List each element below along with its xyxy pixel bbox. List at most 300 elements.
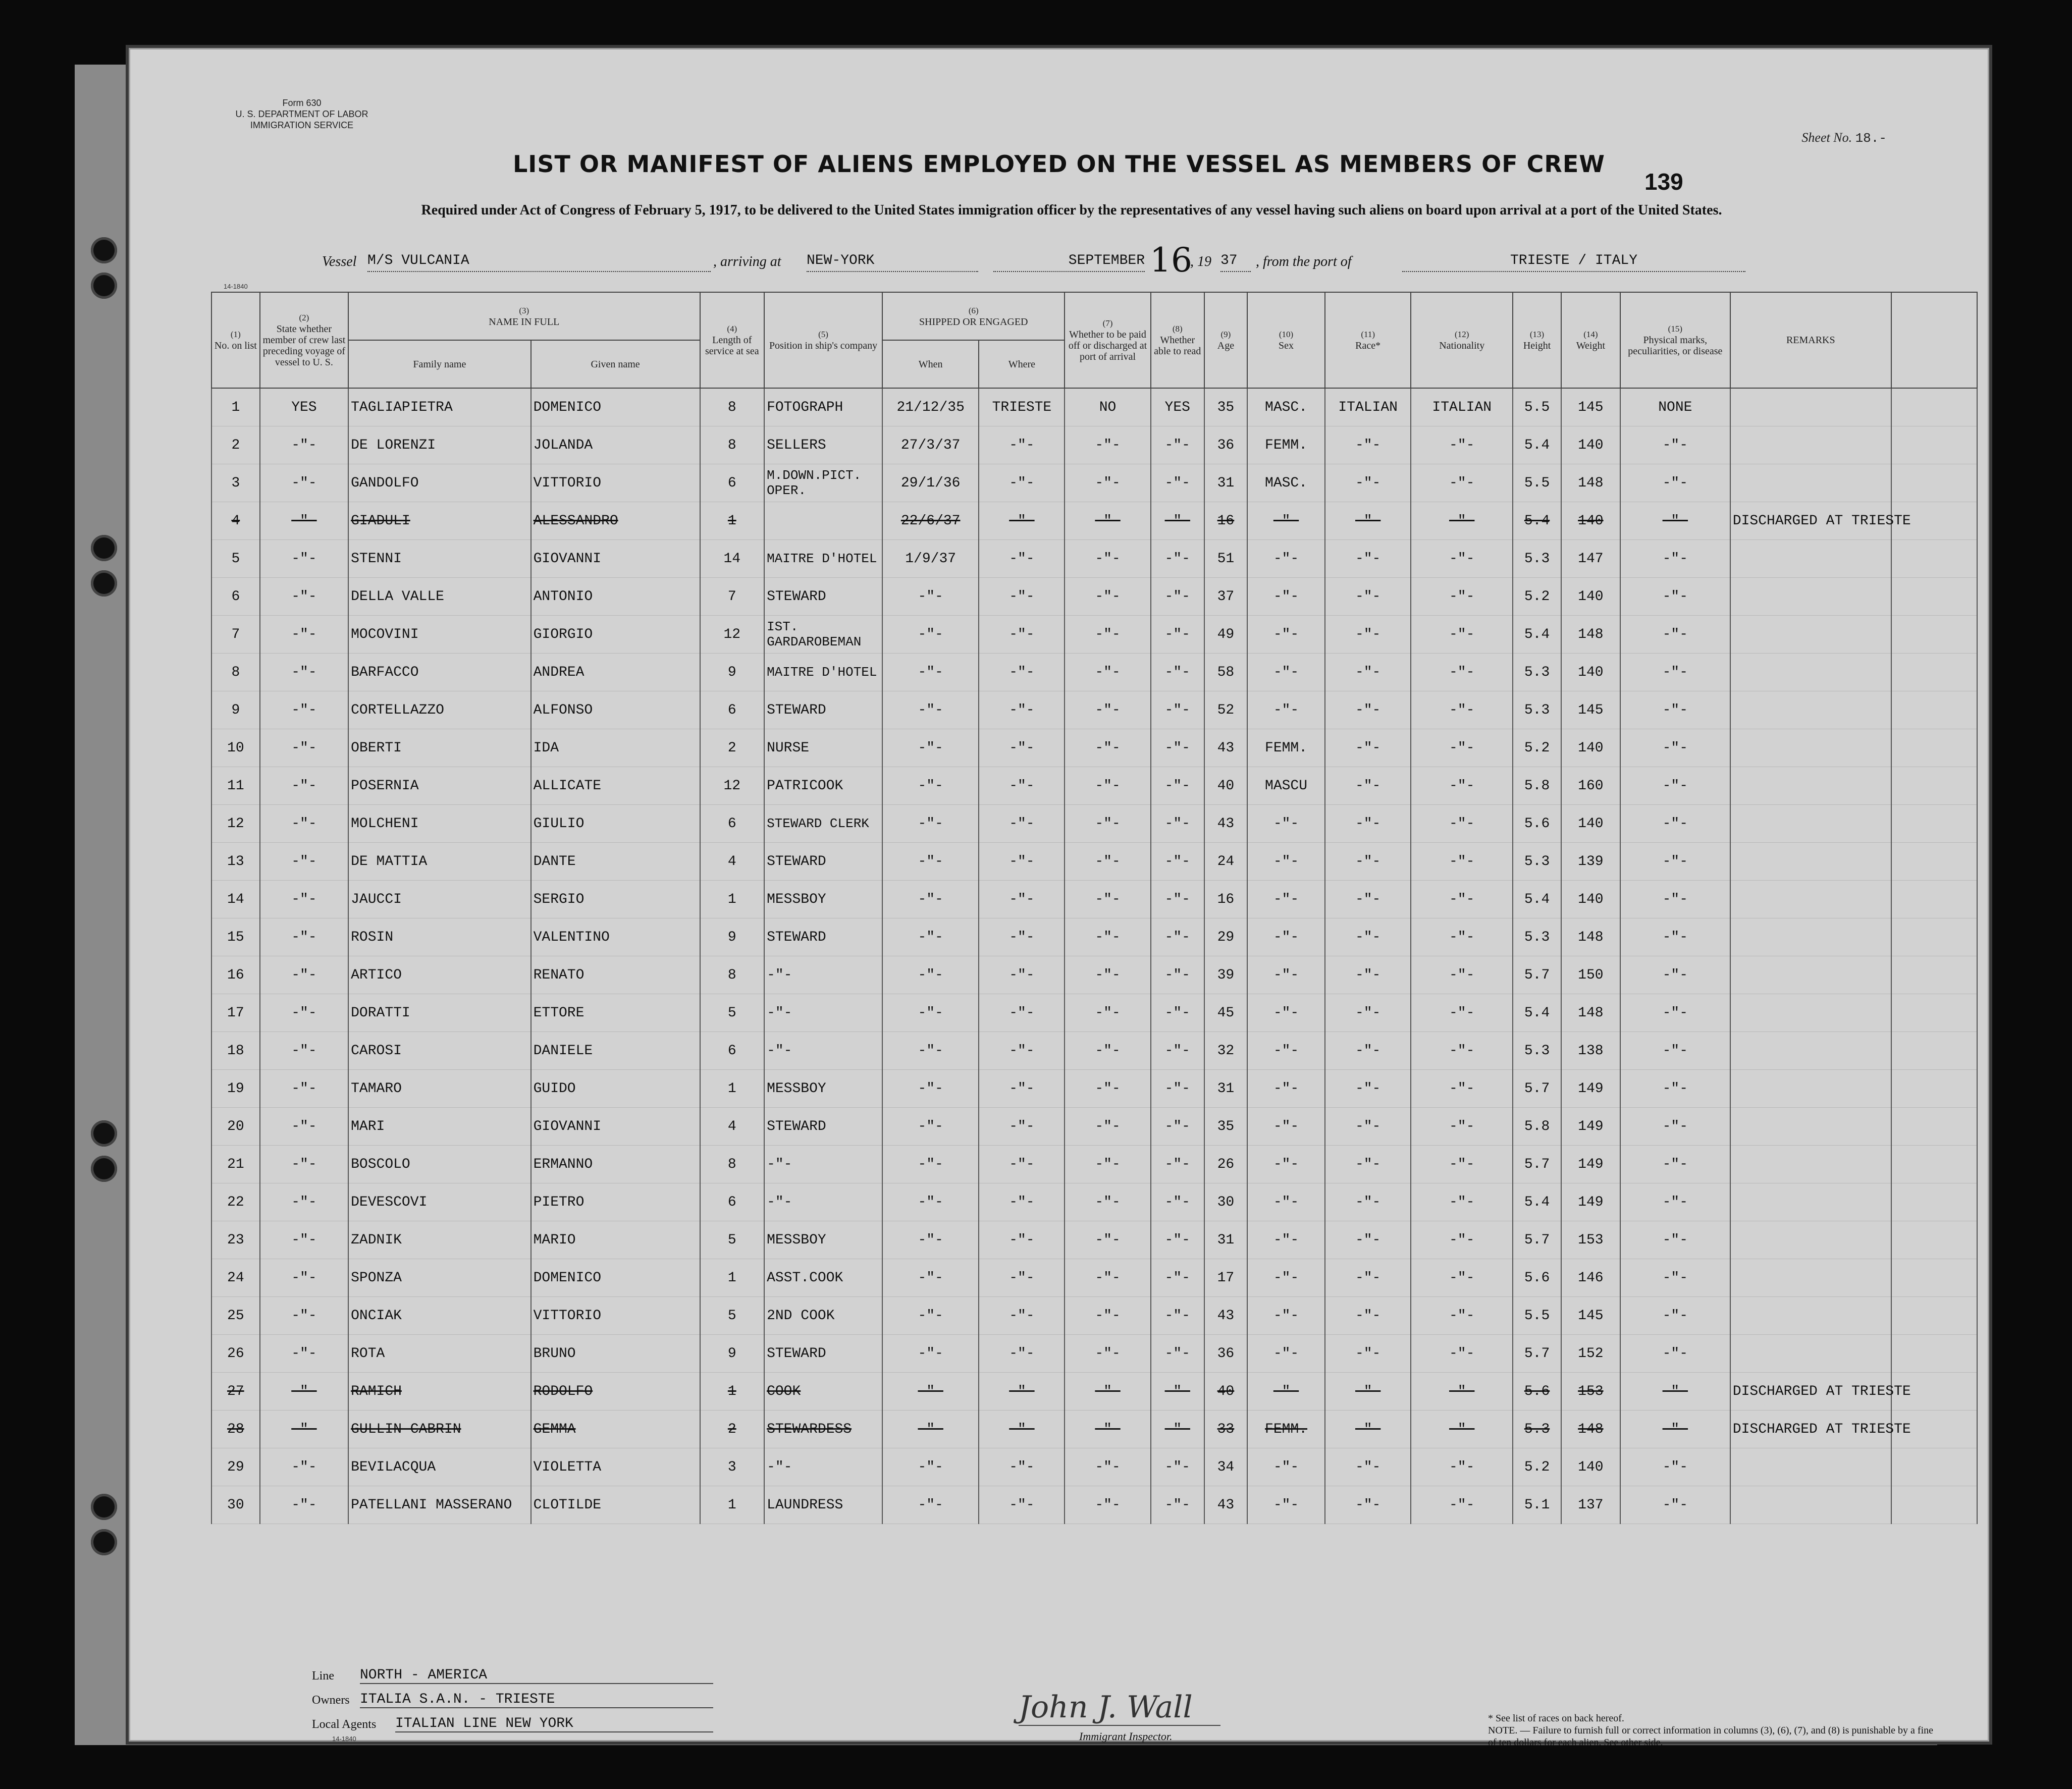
nationality-cell: -"- bbox=[1411, 464, 1513, 502]
col-remarks-header: REMARKS bbox=[1730, 292, 1891, 388]
shipped-where-cell: -"- bbox=[979, 1146, 1065, 1183]
race-cell: -"- bbox=[1325, 918, 1411, 956]
nationality-cell: -"- bbox=[1411, 1146, 1513, 1183]
height-cell: 5.8 bbox=[1513, 1108, 1561, 1146]
position-cell: MESSBOY bbox=[764, 881, 882, 918]
footer bbox=[312, 1669, 2028, 1770]
service-length-cell: 12 bbox=[700, 616, 765, 654]
race-cell: -"- bbox=[1325, 1259, 1411, 1297]
service-length-cell: 9 bbox=[700, 1335, 765, 1373]
paid-off-cell: -"- bbox=[1065, 843, 1150, 881]
table-row bbox=[211, 881, 1977, 918]
row-number-cell: 3 bbox=[211, 464, 260, 502]
age-cell: 58 bbox=[1204, 654, 1247, 691]
position-cell: ASST.COOK bbox=[764, 1259, 882, 1297]
age-cell: 31 bbox=[1204, 1070, 1247, 1108]
given-name-cell: JOLANDA bbox=[531, 426, 700, 464]
owners-label: Owners bbox=[312, 1694, 350, 1707]
weight-cell: 153 bbox=[1561, 1373, 1620, 1411]
blank-cell bbox=[1891, 578, 1977, 616]
table-row bbox=[211, 464, 1977, 502]
position-cell: STEWARD bbox=[764, 1108, 882, 1146]
shipped-where-cell: -"- bbox=[979, 616, 1065, 654]
row-number-cell: 14 bbox=[211, 881, 260, 918]
height-cell: 5.4 bbox=[1513, 881, 1561, 918]
remarks-cell bbox=[1730, 843, 1891, 881]
height-cell: 5.5 bbox=[1513, 464, 1561, 502]
age-cell: 32 bbox=[1204, 1032, 1247, 1070]
nationality-cell: -"- bbox=[1411, 540, 1513, 578]
shipped-when-cell: -"- bbox=[882, 1221, 979, 1259]
height-cell: 5.3 bbox=[1513, 843, 1561, 881]
physical-marks-cell: -"- bbox=[1620, 1335, 1730, 1373]
position-cell: MAITRE D'HOTEL bbox=[764, 654, 882, 691]
able-to-read-cell: -"- bbox=[1151, 1183, 1204, 1221]
blank-cell bbox=[1891, 1070, 1977, 1108]
blank-cell bbox=[1891, 1032, 1977, 1070]
weight-cell: 152 bbox=[1561, 1335, 1620, 1373]
sex-cell: -"- bbox=[1247, 691, 1325, 729]
blank-cell bbox=[1891, 729, 1977, 767]
family-name-cell: CORTELLAZZO bbox=[348, 691, 530, 729]
row-number-cell: 15 bbox=[211, 918, 260, 956]
service-length-cell: 5 bbox=[700, 1297, 765, 1335]
service-length-cell: 6 bbox=[700, 1032, 765, 1070]
given-name-cell: DOMENICO bbox=[531, 388, 700, 426]
race-cell: -"- bbox=[1325, 502, 1411, 540]
service-length-cell: 2 bbox=[700, 1411, 765, 1448]
row-number-cell: 13 bbox=[211, 843, 260, 881]
height-cell: 5.2 bbox=[1513, 578, 1561, 616]
age-cell: 37 bbox=[1204, 578, 1247, 616]
physical-marks-cell: -"- bbox=[1620, 1183, 1730, 1221]
age-cell: 39 bbox=[1204, 956, 1247, 994]
race-cell: -"- bbox=[1325, 805, 1411, 843]
table-row bbox=[211, 918, 1977, 956]
race-cell: -"- bbox=[1325, 1070, 1411, 1108]
binder-hole bbox=[91, 237, 117, 263]
service-length-cell: 2 bbox=[700, 729, 765, 767]
shipped-where-cell: -"- bbox=[979, 540, 1065, 578]
previous-voyage-cell: -"- bbox=[260, 918, 348, 956]
able-to-read-cell: -"- bbox=[1151, 691, 1204, 729]
service-length-cell: 6 bbox=[700, 691, 765, 729]
age-cell: 17 bbox=[1204, 1259, 1247, 1297]
previous-voyage-cell: -"- bbox=[260, 1108, 348, 1146]
paid-off-cell: -"- bbox=[1065, 956, 1150, 994]
able-to-read-cell: -"- bbox=[1151, 426, 1204, 464]
row-number-cell: 25 bbox=[211, 1297, 260, 1335]
blank-cell bbox=[1891, 691, 1977, 729]
family-name-cell: DEVESCOVI bbox=[348, 1183, 530, 1221]
sex-cell: -"- bbox=[1247, 1221, 1325, 1259]
row-number-cell: 18 bbox=[211, 1032, 260, 1070]
service-length-cell: 5 bbox=[700, 994, 765, 1032]
height-cell: 5.3 bbox=[1513, 540, 1561, 578]
position-cell: 2ND COOK bbox=[764, 1297, 882, 1335]
previous-voyage-cell: YES bbox=[260, 388, 348, 426]
physical-marks-cell: -"- bbox=[1620, 994, 1730, 1032]
previous-voyage-cell: -"- bbox=[260, 616, 348, 654]
weight-cell: 148 bbox=[1561, 1411, 1620, 1448]
age-cell: 24 bbox=[1204, 843, 1247, 881]
age-cell: 49 bbox=[1204, 616, 1247, 654]
remarks-cell: DISCHARGED AT TRIESTE bbox=[1730, 1411, 1891, 1448]
physical-marks-cell: -"- bbox=[1620, 805, 1730, 843]
row-number-cell: 22 bbox=[211, 1183, 260, 1221]
race-cell: -"- bbox=[1325, 1146, 1411, 1183]
sex-cell: -"- bbox=[1247, 956, 1325, 994]
table-row bbox=[211, 426, 1977, 464]
col-no-header: (1) No. on list bbox=[211, 292, 260, 388]
remarks-cell bbox=[1730, 1183, 1891, 1221]
given-name-cell: VITTORIO bbox=[531, 1297, 700, 1335]
sex-cell: -"- bbox=[1247, 994, 1325, 1032]
paid-off-cell: -"- bbox=[1065, 1297, 1150, 1335]
age-cell: 36 bbox=[1204, 426, 1247, 464]
blank-cell bbox=[1891, 1183, 1977, 1221]
position-cell: -"- bbox=[764, 1032, 882, 1070]
row-number-cell: 2 bbox=[211, 426, 260, 464]
table-row bbox=[211, 1221, 1977, 1259]
row-number-cell: 29 bbox=[211, 1448, 260, 1486]
crew-table-wrap bbox=[211, 292, 1978, 1614]
manifest-sheet bbox=[129, 48, 1989, 1748]
shipped-when-cell: -"- bbox=[882, 1146, 979, 1183]
height-cell: 5.4 bbox=[1513, 502, 1561, 540]
given-name-cell: ANDREA bbox=[531, 654, 700, 691]
shipped-where-cell: -"- bbox=[979, 464, 1065, 502]
position-cell: PATRICOOK bbox=[764, 767, 882, 805]
nationality-cell: -"- bbox=[1411, 1448, 1513, 1486]
owners-value: ITALIA S.A.N. - TRIESTE bbox=[360, 1692, 713, 1708]
binder-hole bbox=[91, 1494, 117, 1520]
physical-marks-cell: -"- bbox=[1620, 1448, 1730, 1486]
family-name-cell: ONCIAK bbox=[348, 1297, 530, 1335]
sex-cell: -"- bbox=[1247, 1448, 1325, 1486]
line-value: NORTH - AMERICA bbox=[360, 1667, 713, 1684]
service-length-cell: 4 bbox=[700, 843, 765, 881]
footer-notes bbox=[1488, 1712, 1942, 1749]
physical-marks-cell: -"- bbox=[1620, 691, 1730, 729]
age-cell: 43 bbox=[1204, 1486, 1247, 1524]
remarks-cell bbox=[1730, 1108, 1891, 1146]
given-name-cell: RODOLFO bbox=[531, 1373, 700, 1411]
col-given-header: Given name bbox=[531, 340, 700, 388]
given-name-cell: DANIELE bbox=[531, 1032, 700, 1070]
form-header bbox=[191, 97, 413, 131]
col-name-header: (3) NAME IN FULL bbox=[348, 292, 700, 340]
service-length-cell: 3 bbox=[700, 1448, 765, 1486]
position-cell: STEWARD bbox=[764, 918, 882, 956]
shipped-when-cell: -"- bbox=[882, 1070, 979, 1108]
race-cell: -"- bbox=[1325, 1335, 1411, 1373]
nationality-cell: -"- bbox=[1411, 729, 1513, 767]
previous-voyage-cell: -"- bbox=[260, 881, 348, 918]
arriving-label: , arriving at bbox=[713, 254, 781, 269]
shipped-when-cell: -"- bbox=[882, 767, 979, 805]
blank-cell bbox=[1891, 918, 1977, 956]
service-length-cell: 8 bbox=[700, 1146, 765, 1183]
service-length-cell: 1 bbox=[700, 1373, 765, 1411]
able-to-read-cell: -"- bbox=[1151, 1108, 1204, 1146]
shipped-where-cell: -"- bbox=[979, 1411, 1065, 1448]
nationality-cell: -"- bbox=[1411, 654, 1513, 691]
given-name-cell: GIOVANNI bbox=[531, 1108, 700, 1146]
table-row bbox=[211, 1373, 1977, 1411]
physical-marks-cell: -"- bbox=[1620, 1032, 1730, 1070]
remarks-cell: DISCHARGED AT TRIESTE bbox=[1730, 1373, 1891, 1411]
weight-cell: 138 bbox=[1561, 1032, 1620, 1070]
row-number-cell: 20 bbox=[211, 1108, 260, 1146]
blank-cell bbox=[1891, 616, 1977, 654]
sex-cell: MASC. bbox=[1247, 388, 1325, 426]
able-to-read-cell: -"- bbox=[1151, 502, 1204, 540]
previous-voyage-cell: -"- bbox=[260, 1032, 348, 1070]
paid-off-cell: -"- bbox=[1065, 1486, 1150, 1524]
previous-voyage-cell: -"- bbox=[260, 502, 348, 540]
row-number-cell: 12 bbox=[211, 805, 260, 843]
physical-marks-cell: -"- bbox=[1620, 1221, 1730, 1259]
blank-cell bbox=[1891, 805, 1977, 843]
previous-voyage-cell: -"- bbox=[260, 1183, 348, 1221]
shipped-when-cell: -"- bbox=[882, 1108, 979, 1146]
paid-off-cell: -"- bbox=[1065, 918, 1150, 956]
blank-cell bbox=[1891, 1221, 1977, 1259]
sex-cell: -"- bbox=[1247, 1183, 1325, 1221]
given-name-cell: GUIDO bbox=[531, 1070, 700, 1108]
blank-cell bbox=[1891, 464, 1977, 502]
previous-voyage-cell: -"- bbox=[260, 1335, 348, 1373]
paid-off-cell: -"- bbox=[1065, 654, 1150, 691]
able-to-read-cell: -"- bbox=[1151, 956, 1204, 994]
shipped-when-cell: 21/12/35 bbox=[882, 388, 979, 426]
weight-cell: 153 bbox=[1561, 1221, 1620, 1259]
paid-off-cell: -"- bbox=[1065, 767, 1150, 805]
family-name-cell: BARFACCO bbox=[348, 654, 530, 691]
race-cell: -"- bbox=[1325, 1373, 1411, 1411]
paid-off-cell: -"- bbox=[1065, 1259, 1150, 1297]
nationality-cell: -"- bbox=[1411, 805, 1513, 843]
row-number-cell: 7 bbox=[211, 616, 260, 654]
able-to-read-cell: -"- bbox=[1151, 654, 1204, 691]
paid-off-cell: -"- bbox=[1065, 1448, 1150, 1486]
table-row bbox=[211, 1146, 1977, 1183]
height-cell: 5.7 bbox=[1513, 956, 1561, 994]
weight-cell: 140 bbox=[1561, 805, 1620, 843]
race-cell: -"- bbox=[1325, 1297, 1411, 1335]
previous-voyage-cell: -"- bbox=[260, 843, 348, 881]
age-cell: 33 bbox=[1204, 1411, 1247, 1448]
given-name-cell: DOMENICO bbox=[531, 1259, 700, 1297]
able-to-read-cell: -"- bbox=[1151, 1297, 1204, 1335]
crew-table bbox=[211, 292, 1978, 1524]
paid-off-cell: NO bbox=[1065, 388, 1150, 426]
blank-cell bbox=[1891, 540, 1977, 578]
service-length-cell: 6 bbox=[700, 464, 765, 502]
given-name-cell: GEMMA bbox=[531, 1411, 700, 1448]
shipped-when-cell: -"- bbox=[882, 1373, 979, 1411]
shipped-where-cell: -"- bbox=[979, 881, 1065, 918]
sex-cell: -"- bbox=[1247, 540, 1325, 578]
shipped-when-cell: -"- bbox=[882, 1183, 979, 1221]
shipped-when-cell: -"- bbox=[882, 1448, 979, 1486]
shipped-where-cell: -"- bbox=[979, 956, 1065, 994]
age-cell: 30 bbox=[1204, 1183, 1247, 1221]
previous-voyage-cell: -"- bbox=[260, 654, 348, 691]
table-row bbox=[211, 1335, 1977, 1373]
nationality-cell: -"- bbox=[1411, 767, 1513, 805]
weight-cell: 140 bbox=[1561, 654, 1620, 691]
family-name-cell: MOLCHENI bbox=[348, 805, 530, 843]
row-number-cell: 9 bbox=[211, 691, 260, 729]
inspector-signature: John J. Wall bbox=[1019, 1690, 1220, 1726]
race-cell: -"- bbox=[1325, 1183, 1411, 1221]
paid-off-cell: -"- bbox=[1065, 578, 1150, 616]
given-name-cell: GIULIO bbox=[531, 805, 700, 843]
nationality-cell: -"- bbox=[1411, 1297, 1513, 1335]
binder-hole bbox=[91, 1120, 117, 1147]
family-name-cell: PATELLANI MASSERANO bbox=[348, 1486, 530, 1524]
previous-voyage-cell: -"- bbox=[260, 1259, 348, 1297]
height-cell: 5.4 bbox=[1513, 426, 1561, 464]
height-cell: 5.2 bbox=[1513, 1448, 1561, 1486]
sex-cell: FEMM. bbox=[1247, 426, 1325, 464]
paid-off-cell: -"- bbox=[1065, 994, 1150, 1032]
binder-hole bbox=[91, 1156, 117, 1182]
blank-cell bbox=[1891, 388, 1977, 426]
height-cell: 5.3 bbox=[1513, 691, 1561, 729]
physical-marks-cell: -"- bbox=[1620, 654, 1730, 691]
origin-port: TRIESTE / ITALY bbox=[1402, 253, 1745, 272]
given-name-cell: ALFONSO bbox=[531, 691, 700, 729]
given-name-cell: ERMANNO bbox=[531, 1146, 700, 1183]
given-name-cell: ALLICATE bbox=[531, 767, 700, 805]
race-cell: -"- bbox=[1325, 1108, 1411, 1146]
inspector-label: Immigrant Inspector. bbox=[1079, 1730, 1173, 1743]
given-name-cell: GIOVANNI bbox=[531, 540, 700, 578]
service-length-cell: 4 bbox=[700, 1108, 765, 1146]
age-cell: 35 bbox=[1204, 1108, 1247, 1146]
previous-voyage-cell: -"- bbox=[260, 767, 348, 805]
shipped-when-cell: -"- bbox=[882, 729, 979, 767]
physical-marks-cell: -"- bbox=[1620, 540, 1730, 578]
age-cell: 40 bbox=[1204, 767, 1247, 805]
shipped-when-cell: -"- bbox=[882, 1297, 979, 1335]
nationality-cell: -"- bbox=[1411, 426, 1513, 464]
col-when-header: When bbox=[882, 340, 979, 388]
age-cell: 52 bbox=[1204, 691, 1247, 729]
shipped-when-cell: 29/1/36 bbox=[882, 464, 979, 502]
able-to-read-cell: -"- bbox=[1151, 1335, 1204, 1373]
position-cell: FOTOGRAPH bbox=[764, 388, 882, 426]
table-row bbox=[211, 1411, 1977, 1448]
col-position-header: (5) Position in ship's company bbox=[764, 292, 882, 388]
position-cell: MAITRE D'HOTEL bbox=[764, 540, 882, 578]
nationality-cell: -"- bbox=[1411, 1335, 1513, 1373]
previous-voyage-cell: -"- bbox=[260, 1146, 348, 1183]
position-cell: COOK bbox=[764, 1373, 882, 1411]
blank-cell bbox=[1891, 881, 1977, 918]
shipped-when-cell: -"- bbox=[882, 616, 979, 654]
position-cell: -"- bbox=[764, 1183, 882, 1221]
given-name-cell: GIORGIO bbox=[531, 616, 700, 654]
remarks-cell bbox=[1730, 616, 1891, 654]
service-length-cell: 8 bbox=[700, 388, 765, 426]
given-name-cell: MARIO bbox=[531, 1221, 700, 1259]
given-name-cell: RENATO bbox=[531, 956, 700, 994]
nationality-cell: -"- bbox=[1411, 1259, 1513, 1297]
family-name-cell: DE MATTIA bbox=[348, 843, 530, 881]
weight-cell: 148 bbox=[1561, 994, 1620, 1032]
table-row bbox=[211, 691, 1977, 729]
shipped-where-cell: -"- bbox=[979, 426, 1065, 464]
remarks-cell bbox=[1730, 654, 1891, 691]
nationality-cell: -"- bbox=[1411, 578, 1513, 616]
position-cell: STEWARD bbox=[764, 843, 882, 881]
remarks-cell bbox=[1730, 540, 1891, 578]
shipped-when-cell: 22/6/37 bbox=[882, 502, 979, 540]
remarks-cell bbox=[1730, 805, 1891, 843]
able-to-read-cell: YES bbox=[1151, 388, 1204, 426]
crew-table-body bbox=[211, 388, 1977, 1524]
able-to-read-cell: -"- bbox=[1151, 1032, 1204, 1070]
shipped-where-cell: -"- bbox=[979, 502, 1065, 540]
height-cell: 5.6 bbox=[1513, 805, 1561, 843]
row-number-cell: 4 bbox=[211, 502, 260, 540]
blank-cell bbox=[1891, 1448, 1977, 1486]
sex-cell: -"- bbox=[1247, 1486, 1325, 1524]
physical-marks-cell: -"- bbox=[1620, 502, 1730, 540]
sex-cell: -"- bbox=[1247, 502, 1325, 540]
row-number-cell: 17 bbox=[211, 994, 260, 1032]
age-cell: 16 bbox=[1204, 881, 1247, 918]
position-cell: -"- bbox=[764, 994, 882, 1032]
height-cell: 5.6 bbox=[1513, 1373, 1561, 1411]
blank-cell bbox=[1891, 654, 1977, 691]
race-cell: -"- bbox=[1325, 956, 1411, 994]
sex-cell: -"- bbox=[1247, 843, 1325, 881]
race-cell: -"- bbox=[1325, 1448, 1411, 1486]
col-read-header: (8) Whether able to read bbox=[1151, 292, 1204, 388]
blank-cell bbox=[1891, 426, 1977, 464]
race-cell: -"- bbox=[1325, 691, 1411, 729]
agents-value: ITALIAN LINE NEW YORK bbox=[395, 1716, 713, 1732]
family-name-cell: DE LORENZI bbox=[348, 426, 530, 464]
col-nationality-header: (12) Nationality bbox=[1411, 292, 1513, 388]
weight-cell: 148 bbox=[1561, 918, 1620, 956]
previous-voyage-cell: -"- bbox=[260, 1448, 348, 1486]
shipped-when-cell: -"- bbox=[882, 918, 979, 956]
age-cell: 51 bbox=[1204, 540, 1247, 578]
row-number-cell: 1 bbox=[211, 388, 260, 426]
weight-cell: 137 bbox=[1561, 1486, 1620, 1524]
paid-off-cell: -"- bbox=[1065, 881, 1150, 918]
given-name-cell: VALENTINO bbox=[531, 918, 700, 956]
paid-off-cell: -"- bbox=[1065, 616, 1150, 654]
service-length-cell: 8 bbox=[700, 956, 765, 994]
binder-hole bbox=[91, 535, 117, 561]
position-cell: IST. GARDAROBEMAN bbox=[764, 616, 882, 654]
height-cell: 5.4 bbox=[1513, 1183, 1561, 1221]
shipped-where-cell: TRIESTE bbox=[979, 388, 1065, 426]
weight-cell: 148 bbox=[1561, 616, 1620, 654]
nationality-cell: -"- bbox=[1411, 1032, 1513, 1070]
paid-off-cell: -"- bbox=[1065, 502, 1150, 540]
position-cell: STEWARDESS bbox=[764, 1411, 882, 1448]
race-cell: -"- bbox=[1325, 464, 1411, 502]
nationality-cell: -"- bbox=[1411, 1108, 1513, 1146]
